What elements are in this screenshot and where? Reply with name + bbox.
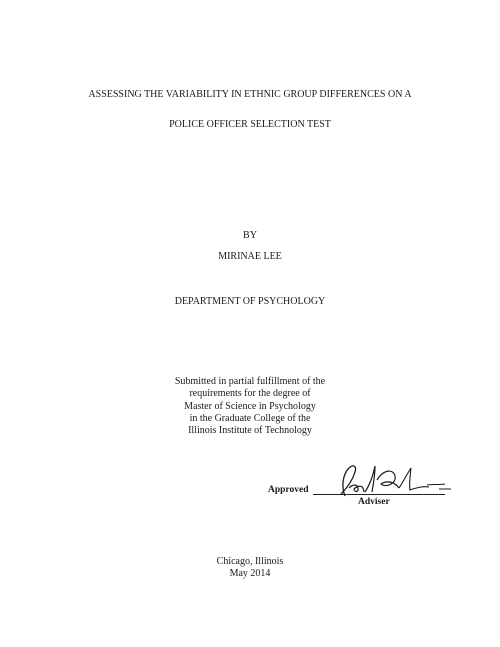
- author-name: MIRINAE LEE: [218, 251, 282, 262]
- submission-line-4: in the Graduate College of the: [189, 413, 311, 424]
- submission-line-1: Submitted in partial fulfillment of the: [174, 376, 326, 387]
- signature-line: [313, 494, 445, 495]
- submission-line-2: requirements for the degree of: [189, 388, 311, 399]
- thesis-title-line-2: POLICE OFFICER SELECTION TEST: [169, 119, 331, 130]
- approved-label: Approved: [268, 485, 309, 495]
- department-name: DEPARTMENT OF PSYCHOLOGY: [174, 296, 326, 307]
- submission-line-3: Master of Science in Psychology: [184, 401, 316, 412]
- place-of-submission: Chicago, Illinois: [216, 556, 284, 567]
- thesis-title-line-1: ASSESSING THE VARIABILITY IN ETHNIC GROUP DIFFERENCES ON A: [88, 89, 412, 100]
- submission-line-5: Illinois Institute of Technology: [188, 425, 312, 436]
- adviser-label: Adviser: [358, 497, 390, 507]
- by-label: BY: [243, 230, 257, 241]
- submission-date: May 2014: [229, 568, 271, 579]
